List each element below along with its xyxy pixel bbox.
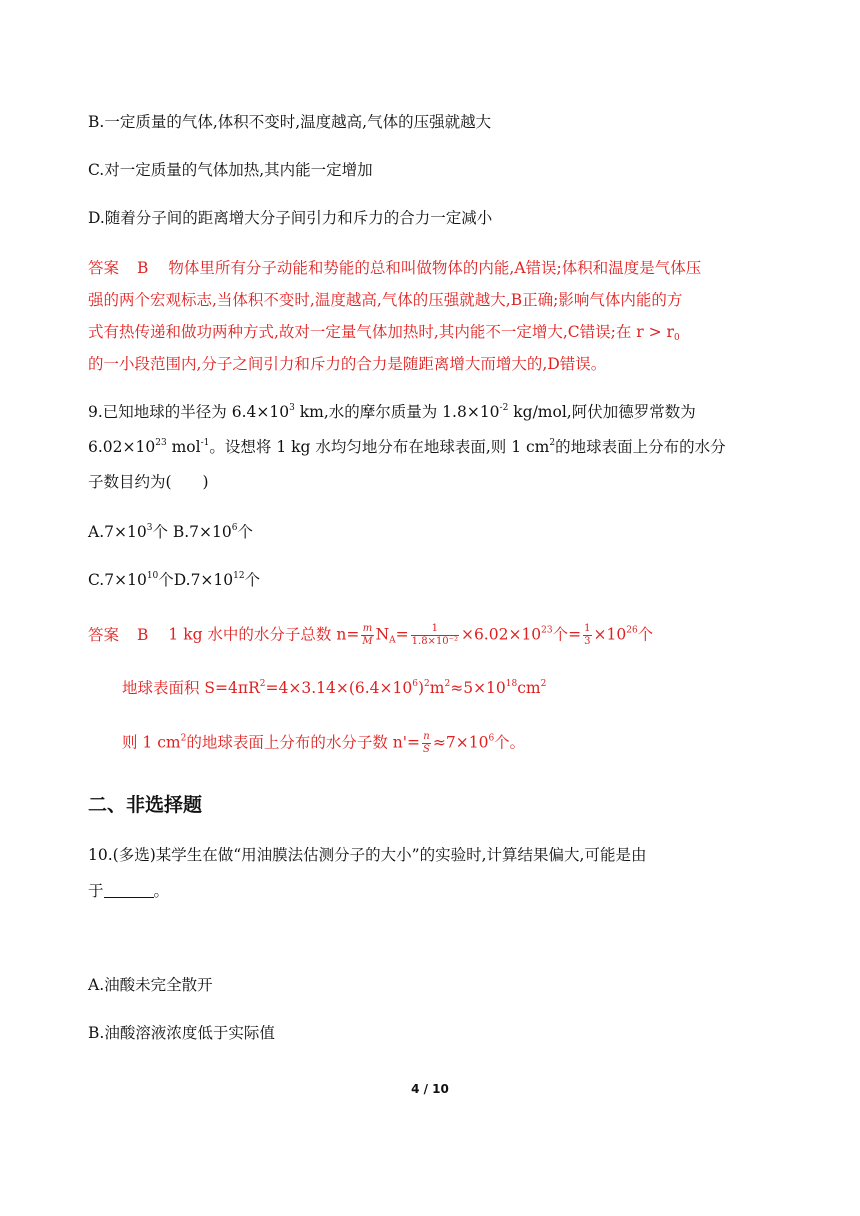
- q9-exponent: 10: [146, 571, 159, 581]
- q9-answer-label: 答案: [88, 625, 120, 644]
- q9-solution-text: cm: [517, 679, 541, 697]
- q9-option-a: A.7×10: [88, 523, 147, 541]
- q9-exponent: 12: [233, 571, 245, 581]
- answer-blank: [104, 883, 154, 898]
- q9-exponent: 6: [488, 733, 495, 744]
- q9-exponent: 23: [541, 625, 553, 636]
- q9-option-text: 个: [237, 523, 254, 541]
- q9-stem-line-2: [88, 437, 726, 457]
- q9-solution-text: =4×3.14×(6.4×10: [265, 679, 413, 697]
- q10-text: 。: [153, 882, 170, 900]
- avogadro-subscript: A: [389, 635, 396, 646]
- q10-option-a: A.油酸未完全散开: [88, 976, 213, 994]
- q8-answer-line-2: 强的两个宏观标志,当体积不变时,温度越高,气体的压强就越大,B正确;影响气体内能的方: [88, 291, 683, 309]
- q9-text: 6.02×10: [88, 438, 156, 456]
- q9-stem-line-1: [88, 402, 696, 422]
- q9-exponent: 2: [540, 679, 547, 689]
- q9-exponent: 2: [444, 679, 451, 689]
- q8-answer-text-1: 物体里所有分子动能和势能的总和叫做物体的内能,A错误;体积和温度是气体压: [168, 259, 702, 277]
- q9-text: km,水的摩尔质量为 1.8×10: [294, 403, 500, 421]
- q9-solution-text: 地球表面积 S=4πR: [122, 679, 260, 697]
- fraction-numerator: m: [362, 623, 373, 634]
- q9-solution-text: 个=: [552, 625, 582, 644]
- q9-option-d: 个D.7×10: [158, 571, 234, 589]
- q9-exponent: 2: [259, 679, 266, 689]
- q8-option-d: D.随着分子间的距离增大分子间引力和斥力的合力一定减小: [88, 209, 493, 227]
- fraction-denominator: 3: [584, 636, 591, 647]
- fraction-denominator: 1.8×10⁻²: [411, 636, 458, 647]
- q9-answer-letter: B: [137, 625, 149, 644]
- fraction-denominator: S: [423, 744, 430, 755]
- q10-stem-line-1: 10.(多选)某学生在做“用油膜法估测分子的大小”的实验时,计算结果偏大,可能是由: [88, 846, 647, 864]
- q9-solution-text: 1 kg 水中的水分子总数 n=: [168, 625, 360, 644]
- q8-answer-label: 答案: [88, 259, 120, 277]
- fraction-m-over-M: [361, 624, 373, 647]
- q8-answer-line-4: 的一小段范围内,分子之间引力和斥力的合力是随距离增大而增大的,D错误。: [88, 355, 607, 373]
- q9-solution-text: m: [429, 679, 445, 697]
- q9-option-text: 个: [244, 571, 261, 589]
- q8-answer-line-1: [88, 258, 701, 278]
- q9-answer-line-3: [122, 732, 525, 755]
- fraction-numerator: n: [423, 731, 430, 742]
- q9-exponent: 2: [424, 679, 430, 689]
- page-number: 4 / 10: [411, 1082, 449, 1096]
- q8-option-c: C.对一定质量的气体加热,其内能一定增加: [88, 161, 373, 179]
- q9-exponent: 3: [289, 403, 295, 413]
- q9-option-b: 个 B.7×10: [152, 523, 232, 541]
- q9-options-ab: [88, 522, 253, 542]
- fraction-one-third: [583, 624, 591, 647]
- q9-solution-text: 的地球表面上分布的水分子数 n'=: [186, 733, 421, 752]
- q9-solution-text: ≈7×10: [432, 733, 489, 752]
- q8-answer-line-3: [88, 322, 680, 342]
- q9-solution-text: ): [417, 679, 425, 697]
- q8-answer-text-3: 式有热传递和做功两种方式,故对一定量气体加热时,其内能不一定增大,C错误;在 r > r: [88, 323, 674, 341]
- fraction-denominator: M: [362, 636, 373, 647]
- q9-text: kg/mol,阿伏加德罗常数为: [508, 403, 696, 421]
- q9-exponent: 3: [146, 523, 153, 533]
- fraction-numerator: 1: [431, 623, 438, 634]
- q9-text: mol: [166, 438, 201, 456]
- q9-text: 9.已知地球的半径为 6.4×10: [88, 403, 290, 421]
- q9-answer-line-2: [122, 678, 546, 698]
- r0-subscript: 0: [673, 333, 680, 343]
- q9-solution-text: 个: [637, 625, 654, 644]
- q9-exponent: 18: [505, 679, 518, 689]
- fraction-1-over-molar-mass: [411, 624, 459, 647]
- q9-exponent: 26: [626, 625, 638, 636]
- q9-exponent: 6: [231, 523, 238, 533]
- q9-solution-text: ×10: [593, 625, 627, 644]
- q9-text: 的地球表面上分布的水分: [555, 438, 726, 456]
- q8-option-b: B.一定质量的气体,体积不变时,温度越高,气体的压强就越大: [88, 113, 492, 131]
- section-heading: 二、非选择题: [88, 794, 203, 816]
- q9-option-c: C.7×10: [88, 571, 147, 589]
- fraction-n-over-S: [422, 732, 431, 755]
- q9-solution-text: ≈5×10: [450, 679, 506, 697]
- fraction-numerator: 1: [584, 623, 591, 634]
- q9-answer-line-1: [88, 624, 653, 647]
- q9-solution-text: 个。: [494, 733, 526, 752]
- q9-text: 。设想将 1 kg 水均匀地分布在地球表面,则 1 cm: [209, 438, 550, 456]
- q9-solution-text: N: [375, 625, 390, 644]
- q9-stem-line-3: 子数目约为( ): [88, 473, 209, 491]
- q9-solution-text: ×6.02×10: [460, 625, 542, 644]
- q9-exponent: 2: [180, 733, 187, 744]
- q9-exponent: -1: [200, 438, 210, 448]
- q9-options-cd: [88, 570, 260, 590]
- q9-solution-text: 则 1 cm: [122, 733, 181, 752]
- q9-solution-text: =: [395, 625, 409, 644]
- q10-stem-line-2: [88, 881, 169, 901]
- q9-exponent: 23: [155, 438, 167, 448]
- q10-option-b: B.油酸溶液浓度低于实际值: [88, 1024, 275, 1042]
- q9-exponent: 6: [412, 679, 418, 689]
- q8-answer-letter: B: [137, 259, 149, 277]
- q9-exponent: 2: [549, 438, 556, 448]
- q9-exponent: -2: [499, 403, 509, 413]
- q10-text: 于: [88, 882, 104, 900]
